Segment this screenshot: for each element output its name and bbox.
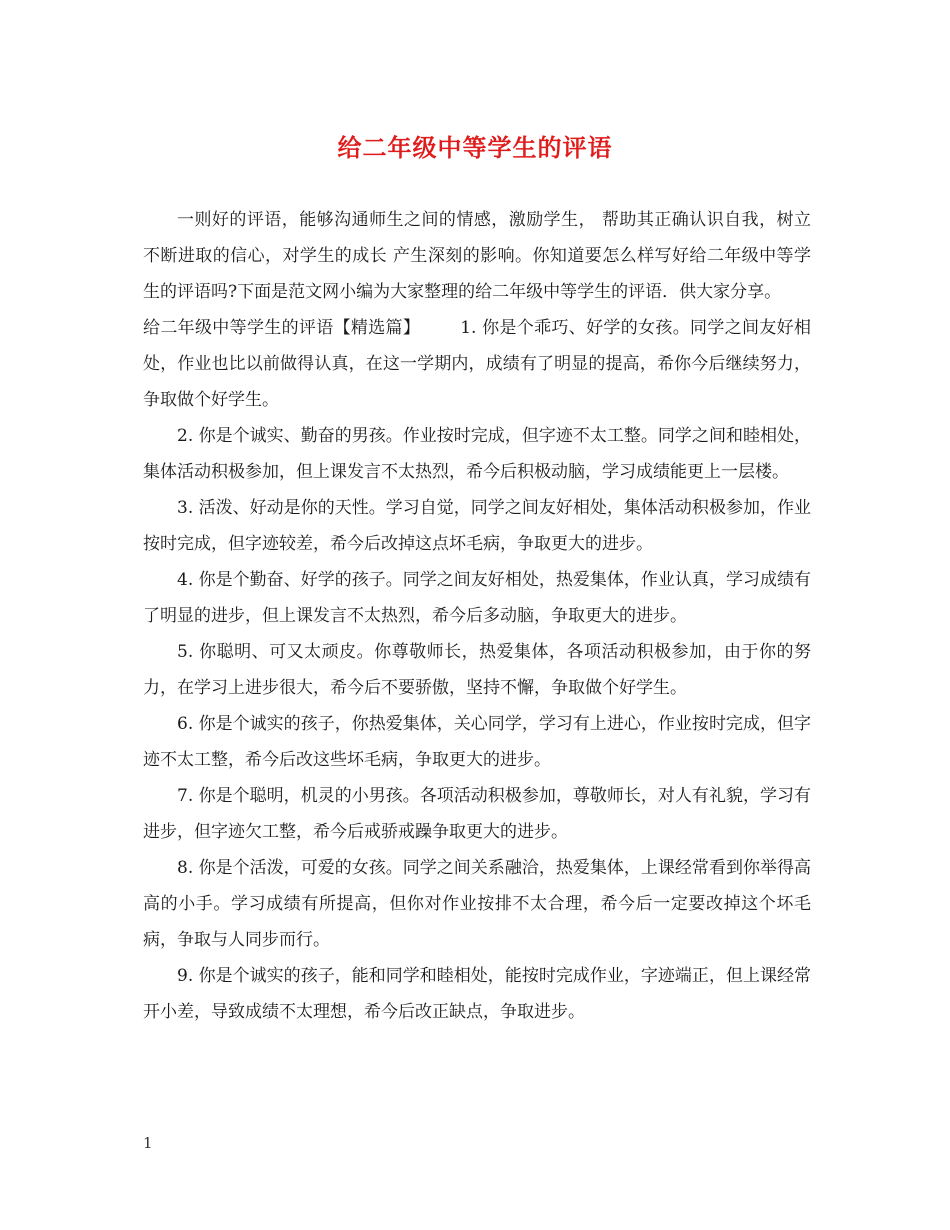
document-title: 给二年级中等学生的评语: [337, 133, 613, 162]
comment-item-6: 6. 你是个诚实的孩子，你热爱集体，关心同学，学习有上进心，作业按时完成，但字迹不太工整，希今后改这些坏毛病，争取更大的进步。: [143, 714, 811, 770]
comment-item-4: 4. 你是个勤奋、好学的孩子。同学之间友好相处，热爱集体，作业认真，学习成绩有了明显的进步，但上课发言不太热烈，希今后多动脑，争取更大的进步。: [143, 570, 811, 626]
page-number: 1: [143, 1134, 153, 1152]
comment-item-9: 9. 你是个诚实的孩子，能和同学和睦相处，能按时完成作业，字迹端正，但上课经常开小差，导致成绩不太理想，希今后改正缺点，争取进步。: [143, 966, 811, 1022]
comment-item-2: 2. 你是个诚实、勤奋的男孩。作业按时完成，但字迹不太工整。同学之间和睦相处，集体活动积极参加，但上课发言不太热烈，希今后积极动脑，学习成绩能更上一层楼。: [143, 426, 811, 482]
comment-item-1: 1. 你是个乖巧、好学的女孩。同学之间友好相处，作业也比以前做得认真，在这一学期内，成绩有了明显的提高，希你今后继续努力，争取做个好学生。: [143, 318, 812, 410]
comment-item-8: 8. 你是个活泼，可爱的女孩。同学之间关系融洽，热爱集体，上课经常看到你举得高高的小手。学习成绩有所提高，但你对作业按排不太合理，希今后一定要改掉这个坏毛病，争取与人同步而行。: [143, 858, 811, 950]
section-heading: 给二年级中等学生的评语【精选篇】: [143, 318, 421, 338]
comment-item-5: 5. 你聪明、可又太顽皮。你尊敬师长，热爱集体，各项活动积极参加，由于你的努力，在学习上进步很大，希今后不要骄傲，坚持不懈，争取做个好学生。: [143, 642, 811, 698]
section-paragraph: [143, 310, 811, 418]
comment-item-7: 7. 你是个聪明，机灵的小男孩。各项活动积极参加，尊敬师长，对人有礼貌，学习有进步，但字迹欠工整，希今后戒骄戒躁争取更大的进步。: [143, 786, 811, 842]
comment-item-3: 3. 活泼、好动是你的天性。学习自觉，同学之间友好相处，集体活动积极参加，作业按时完成，但字迹较差，希今后改掉这点坏毛病，争取更大的进步。: [143, 498, 811, 554]
intro-paragraph: 一则好的评语，能够沟通师生之间的情感，激励学生， 帮助其正确认识自我，树立不断进取的信心，对学生的成长 产生深刻的影响。你知道要怎么样写好给二年级中等学生的评语吗?下面是范文网小编为大家整理的给二年级中等学生的评语．供大家分享。: [143, 210, 811, 302]
document-body: [143, 202, 811, 1030]
